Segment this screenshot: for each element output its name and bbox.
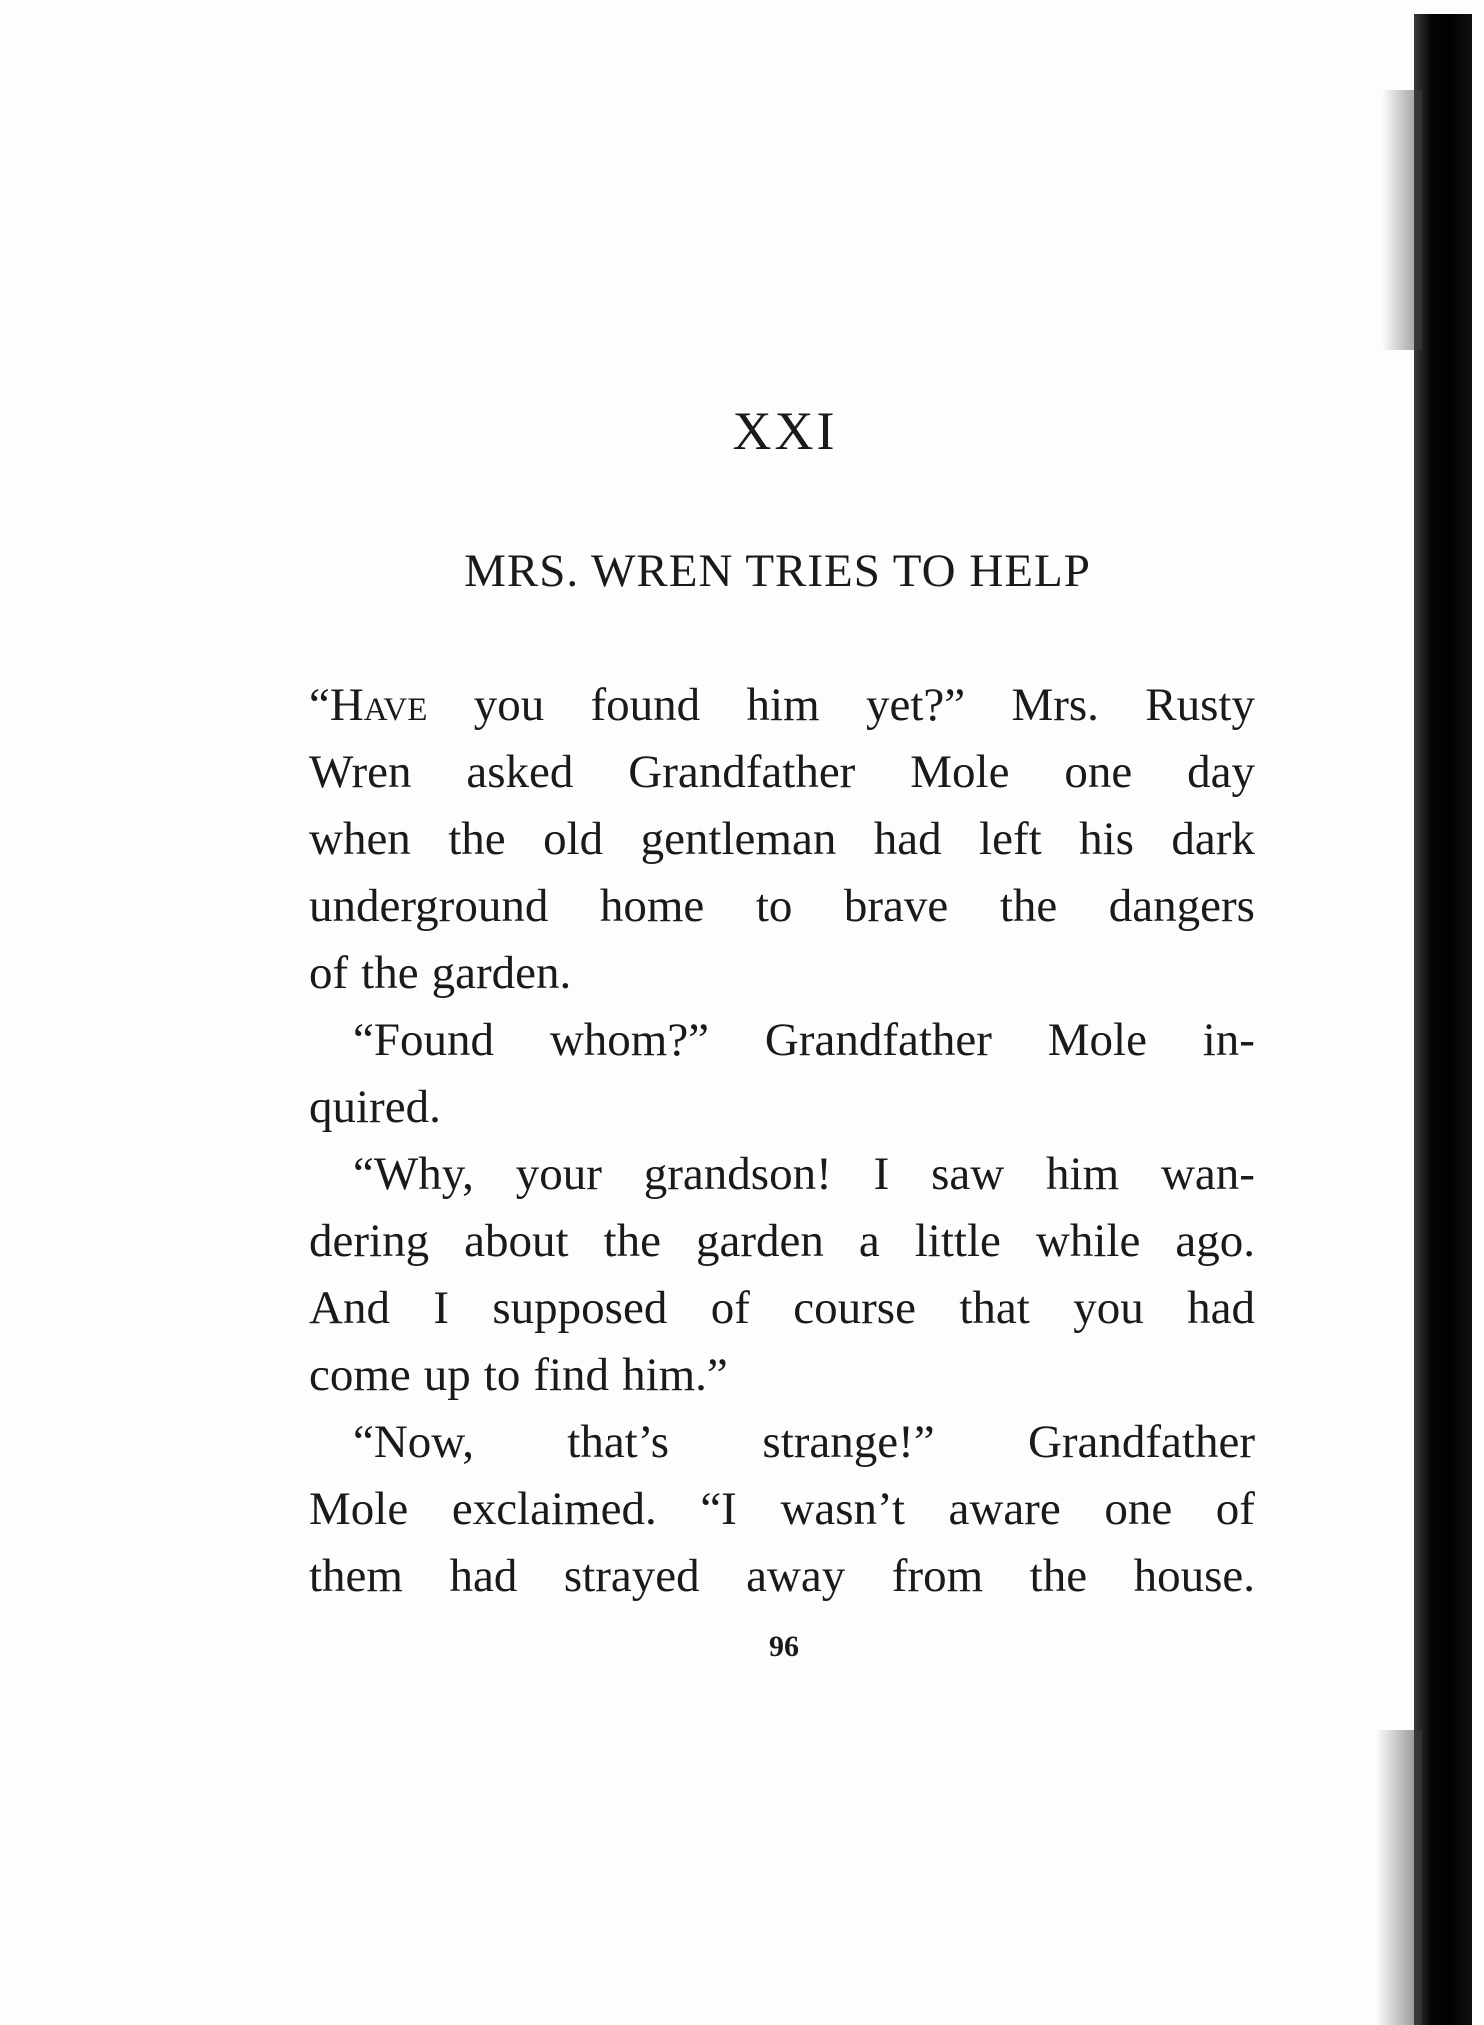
text-word: them [309,1550,403,1602]
text-word: up [423,1349,471,1401]
text-line [309,873,1255,940]
page-number: 96 [769,1630,799,1663]
text-word: the [361,947,419,999]
text-word: a [858,1215,880,1267]
text-word: the [603,1215,661,1267]
text-word: saw [931,1148,1005,1200]
text-word: house. [1133,1550,1255,1602]
text-word: And [309,1282,390,1334]
text-word: gentleman [640,813,837,865]
text-line [309,1543,1255,1610]
text-word: to [755,880,793,932]
text-word: Mole [309,1483,409,1535]
text-word: when [309,813,411,865]
text-line [309,1275,1255,1342]
text-line [309,1007,1255,1074]
text-line [309,739,1255,806]
text-word: come [309,1349,411,1401]
book-binding-edge [1414,14,1472,2025]
text-word: strange!” [762,1416,935,1468]
text-word: exclaimed. [451,1483,657,1535]
text-word: wan- [1160,1148,1255,1200]
text-word: you [1073,1282,1144,1334]
text-word: grandson! [643,1148,832,1200]
text-word: his [1079,813,1134,865]
text-word: from [891,1550,984,1602]
text-word: him [1046,1148,1120,1200]
text-word: of [710,1282,750,1334]
text-word: to [483,1349,521,1401]
text-word: you [473,679,545,731]
text-word: asked [466,746,574,798]
text-word: one [1104,1483,1173,1535]
text-word: found [590,679,701,731]
text-word: I [433,1282,449,1334]
binding-shadow-top [1382,90,1422,350]
text-word: of [1215,1483,1255,1535]
text-word: one [1064,746,1133,798]
text-word: away [746,1550,846,1602]
text-word: old [543,813,604,865]
text-word: dark [1171,813,1255,865]
text-word: “I [700,1483,737,1535]
text-word: “Why, [353,1148,474,1200]
text-word: underground [309,880,549,932]
text-word: the [448,813,506,865]
text-word: yet?” [865,679,966,731]
text-line [309,1476,1255,1543]
text-word: strayed [563,1550,700,1602]
text-word: Grandfather [628,746,856,798]
text-word: aware [948,1483,1061,1535]
text-word: I [873,1148,890,1200]
text-word: course [793,1282,916,1334]
text-line [309,1342,1255,1409]
text-word: him.” [622,1349,728,1401]
text-word: Mole [1047,1014,1147,1066]
chapter-title: MRS. WREN TRIES TO HELP [464,545,1091,597]
chapter-body-text [309,672,1255,1610]
text-word: quired. [309,1081,441,1133]
text-word: garden [695,1215,824,1267]
text-word: left [979,813,1042,865]
text-line [309,1208,1255,1275]
text-word: supposed [492,1282,668,1334]
text-word: that [959,1282,1030,1334]
text-word: dering [309,1215,430,1267]
text-word: while [1035,1215,1141,1267]
text-word: the [1029,1550,1088,1602]
text-word: him [746,679,820,731]
text-word: Grandfather [1027,1416,1255,1468]
text-word: Grandfather [764,1014,992,1066]
text-word: about [464,1215,569,1267]
text-word: of [309,947,349,999]
text-line [309,1074,1255,1141]
text-line [309,672,1255,739]
text-word: “Found [353,1014,494,1066]
text-word: Rusty [1145,679,1255,731]
text-word: your [515,1148,602,1200]
chapter-number: XXI [732,401,838,461]
text-word: day [1187,746,1255,798]
text-word: the [999,880,1058,932]
text-word: home [599,880,705,932]
text-word: whom?” [549,1014,710,1066]
text-line [309,940,1255,1007]
text-word: little [914,1215,1001,1267]
text-word: wasn’t [780,1483,905,1535]
text-word: find [533,1349,610,1401]
text-word: brave [843,880,949,932]
text-word: ago. [1175,1215,1255,1267]
text-line [309,1409,1255,1476]
text-word: “Now, [353,1416,474,1468]
text-word: Wren [309,746,412,798]
text-word: had [873,813,942,865]
text-line [309,1141,1255,1208]
text-word: had [449,1550,518,1602]
text-word: that’s [567,1416,670,1468]
text-word: Mole [910,746,1010,798]
text-word: had [1187,1282,1255,1334]
binding-shadow-bottom [1376,1730,1422,2025]
text-word: Mrs. [1011,679,1099,731]
text-word: garden. [431,947,572,999]
text-word: in- [1202,1014,1255,1066]
text-line [309,806,1255,873]
text-word: dangers [1108,880,1255,932]
text-word: “Have [309,679,428,731]
